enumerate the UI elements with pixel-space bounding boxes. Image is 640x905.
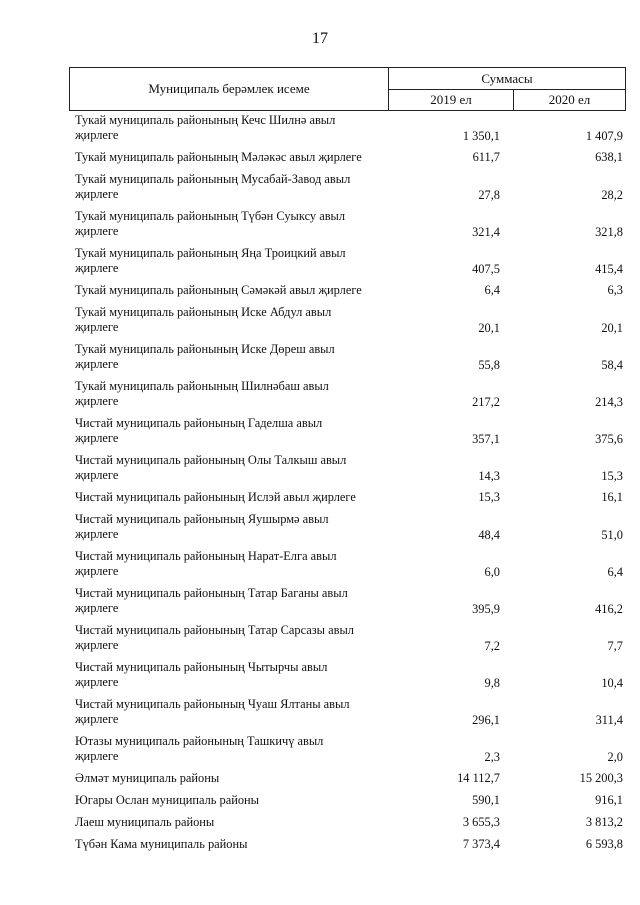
value-2019: 2,3 bbox=[484, 750, 500, 764]
value-2020: 375,6 bbox=[595, 432, 623, 446]
row-name bbox=[75, 771, 365, 786]
table-row bbox=[75, 379, 625, 410]
row-name-line2: җирлеге bbox=[75, 468, 119, 482]
value-2019: 48,4 bbox=[478, 528, 500, 542]
value-2019: 217,2 bbox=[472, 395, 500, 409]
value-2020: 1 407,9 bbox=[585, 129, 623, 143]
value-2020: 6,4 bbox=[607, 565, 623, 579]
value-2019: 14 112,7 bbox=[457, 771, 500, 785]
row-name-line1: Чистай муниципаль районының Татар Сарсазы авыл bbox=[75, 623, 354, 637]
row-name-line1: Чистай муниципаль районының Чуаш Ялтаны авыл bbox=[75, 697, 350, 711]
value-2020: 214,3 bbox=[595, 395, 623, 409]
row-name bbox=[75, 586, 365, 616]
table-row bbox=[75, 771, 625, 786]
page-number: 17 bbox=[312, 30, 328, 47]
table-row bbox=[75, 172, 625, 203]
row-name-line2: җирлеге bbox=[75, 431, 119, 445]
value-2019: 611,7 bbox=[472, 150, 500, 164]
value-2020: 16,1 bbox=[601, 490, 623, 504]
row-name-line2: җирлеге bbox=[75, 712, 119, 726]
row-name-line2: җирлеге bbox=[75, 187, 119, 201]
row-name bbox=[75, 697, 365, 727]
value-2019: 407,5 bbox=[472, 262, 500, 276]
table-row bbox=[75, 209, 625, 240]
row-name-line2: җирлеге bbox=[75, 394, 119, 408]
row-name-line2: җирлеге bbox=[75, 357, 119, 371]
row-name-line1: Тукай муниципаль районының Сәмәкәй авыл җирлеге bbox=[75, 283, 362, 297]
row-name-line1: Чистай муниципаль районының Яушырмә авыл bbox=[75, 512, 329, 526]
table-row bbox=[75, 586, 625, 617]
row-name-line2: җирлеге bbox=[75, 261, 119, 275]
value-2020: 15,3 bbox=[601, 469, 623, 483]
table-row bbox=[75, 660, 625, 691]
table-row bbox=[75, 283, 625, 298]
row-name bbox=[75, 416, 365, 446]
row-name-line1: Тукай муниципаль районының Иске Абдул авыл bbox=[75, 305, 332, 319]
row-name bbox=[75, 734, 365, 764]
row-name bbox=[75, 660, 365, 690]
value-2020: 2,0 bbox=[607, 750, 623, 764]
row-name-line1: Тукай муниципаль районының Түбән Суыксу авыл bbox=[75, 209, 346, 223]
table-row bbox=[75, 734, 625, 765]
value-2019: 321,4 bbox=[472, 225, 500, 239]
table-row bbox=[75, 815, 625, 830]
row-name-line1: Ютазы муниципаль районының Ташкичү авыл bbox=[75, 734, 324, 748]
row-name bbox=[75, 283, 365, 298]
row-name bbox=[75, 453, 365, 483]
row-name-line2: җирлеге bbox=[75, 675, 119, 689]
row-name-line2: җирлеге bbox=[75, 601, 119, 615]
value-2019: 6,0 bbox=[484, 565, 500, 579]
row-name-line1: Чистай муниципаль районының Чытырчы авыл bbox=[75, 660, 328, 674]
row-name-line1: Тукай муниципаль районының Мәләкәс авыл җирлеге bbox=[75, 150, 362, 164]
table-row bbox=[75, 150, 625, 165]
row-name bbox=[75, 150, 365, 165]
row-name bbox=[75, 837, 365, 852]
value-2020: 20,1 bbox=[601, 321, 623, 335]
row-name bbox=[75, 379, 365, 409]
value-2020: 416,2 bbox=[595, 602, 623, 616]
row-name bbox=[75, 342, 365, 372]
value-2019: 3 655,3 bbox=[462, 815, 500, 829]
row-name-line2: җирлеге bbox=[75, 527, 119, 541]
row-name-line1: Тукай муниципаль районының Яңа Троицкий авыл bbox=[75, 246, 346, 260]
row-name-line1: Лаеш муниципаль районы bbox=[75, 815, 215, 829]
row-name bbox=[75, 623, 365, 653]
value-2019: 6,4 bbox=[484, 283, 500, 297]
row-name bbox=[75, 113, 365, 143]
row-name-line2: җирлеге bbox=[75, 320, 119, 334]
value-2020: 916,1 bbox=[595, 793, 623, 807]
value-2019: 1 350,1 bbox=[462, 129, 500, 143]
row-name bbox=[75, 793, 365, 808]
table-row bbox=[75, 416, 625, 447]
row-name bbox=[75, 305, 365, 335]
value-2019: 357,1 bbox=[472, 432, 500, 446]
row-name bbox=[75, 490, 365, 505]
row-name-line2: җирлеге bbox=[75, 224, 119, 238]
value-2019: 15,3 bbox=[478, 490, 500, 504]
value-2019: 7,2 bbox=[484, 639, 500, 653]
row-name bbox=[75, 815, 365, 830]
value-2020: 311,4 bbox=[595, 713, 623, 727]
row-name-line1: Чистай муниципаль районының Нарат-Елга авыл bbox=[75, 549, 337, 563]
table-row bbox=[75, 697, 625, 728]
row-name-line1: Тукай муниципаль районының Шилнәбаш авыл bbox=[75, 379, 329, 393]
row-name-line2: җирлеге bbox=[75, 128, 119, 142]
row-name-line2: җирлеге bbox=[75, 638, 119, 652]
table-row bbox=[75, 793, 625, 808]
value-2019: 55,8 bbox=[478, 358, 500, 372]
row-name bbox=[75, 512, 365, 542]
value-2019: 20,1 bbox=[478, 321, 500, 335]
value-2020: 28,2 bbox=[601, 188, 623, 202]
row-name-line1: Чистай муниципаль районының Ислэй авыл җирлеге bbox=[75, 490, 356, 504]
value-2019: 14,3 bbox=[478, 469, 500, 483]
value-2019: 9,8 bbox=[484, 676, 500, 690]
table-body bbox=[75, 113, 625, 859]
value-2019: 590,1 bbox=[472, 793, 500, 807]
row-name-line1: Югары Ослан муниципаль районы bbox=[75, 793, 260, 807]
value-2020: 321,8 bbox=[595, 225, 623, 239]
value-2020: 15 200,3 bbox=[579, 771, 623, 785]
header-year-2019: 2019 ел bbox=[389, 90, 514, 110]
value-2020: 58,4 bbox=[601, 358, 623, 372]
row-name-line1: Тукай муниципаль районының Кечс Шилнә авыл bbox=[75, 113, 336, 127]
header-sum: Суммасы bbox=[389, 68, 625, 90]
table-row bbox=[75, 623, 625, 654]
value-2019: 296,1 bbox=[472, 713, 500, 727]
value-2020: 7,7 bbox=[607, 639, 623, 653]
value-2020: 3 813,2 bbox=[585, 815, 623, 829]
header-name: Муниципаль берәмлек исеме bbox=[70, 68, 389, 110]
table-row bbox=[75, 512, 625, 543]
row-name-line2: җирлеге bbox=[75, 564, 119, 578]
table-row bbox=[75, 113, 625, 144]
table-row bbox=[75, 246, 625, 277]
value-2020: 415,4 bbox=[595, 262, 623, 276]
row-name-line2: җирлеге bbox=[75, 749, 119, 763]
row-name-line1: Тукай муниципаль районының Мусабай-Завод авыл bbox=[75, 172, 351, 186]
row-name-line1: Тукай муниципаль районының Иске Дөреш авыл bbox=[75, 342, 335, 356]
value-2020: 638,1 bbox=[595, 150, 623, 164]
row-name-line1: Әлмәт муниципаль районы bbox=[75, 771, 220, 785]
table-row bbox=[75, 305, 625, 336]
header-year-2020: 2020 ел bbox=[548, 92, 591, 107]
table-header bbox=[69, 67, 626, 111]
table-row bbox=[75, 549, 625, 580]
table-row bbox=[75, 837, 625, 852]
value-2019: 7 373,4 bbox=[462, 837, 500, 851]
row-name bbox=[75, 246, 365, 276]
value-2020: 6 593,8 bbox=[585, 837, 623, 851]
value-2020: 6,3 bbox=[607, 283, 623, 297]
row-name bbox=[75, 172, 365, 202]
row-name bbox=[75, 549, 365, 579]
row-name-line1: Чистай муниципаль районының Олы Талкыш авыл bbox=[75, 453, 347, 467]
value-2020: 51,0 bbox=[601, 528, 623, 542]
row-name-line1: Чистай муниципаль районының Татар Баганы авыл bbox=[75, 586, 348, 600]
row-name-line1: Түбән Кама муниципаль районы bbox=[75, 837, 248, 851]
table-row bbox=[75, 342, 625, 373]
value-2019: 395,9 bbox=[472, 602, 500, 616]
value-2019: 27,8 bbox=[478, 188, 500, 202]
table-row bbox=[75, 453, 625, 484]
row-name-line1: Чистай муниципаль районының Гаделша авыл bbox=[75, 416, 323, 430]
row-name bbox=[75, 209, 365, 239]
table-row bbox=[75, 490, 625, 505]
value-2020: 10,4 bbox=[601, 676, 623, 690]
